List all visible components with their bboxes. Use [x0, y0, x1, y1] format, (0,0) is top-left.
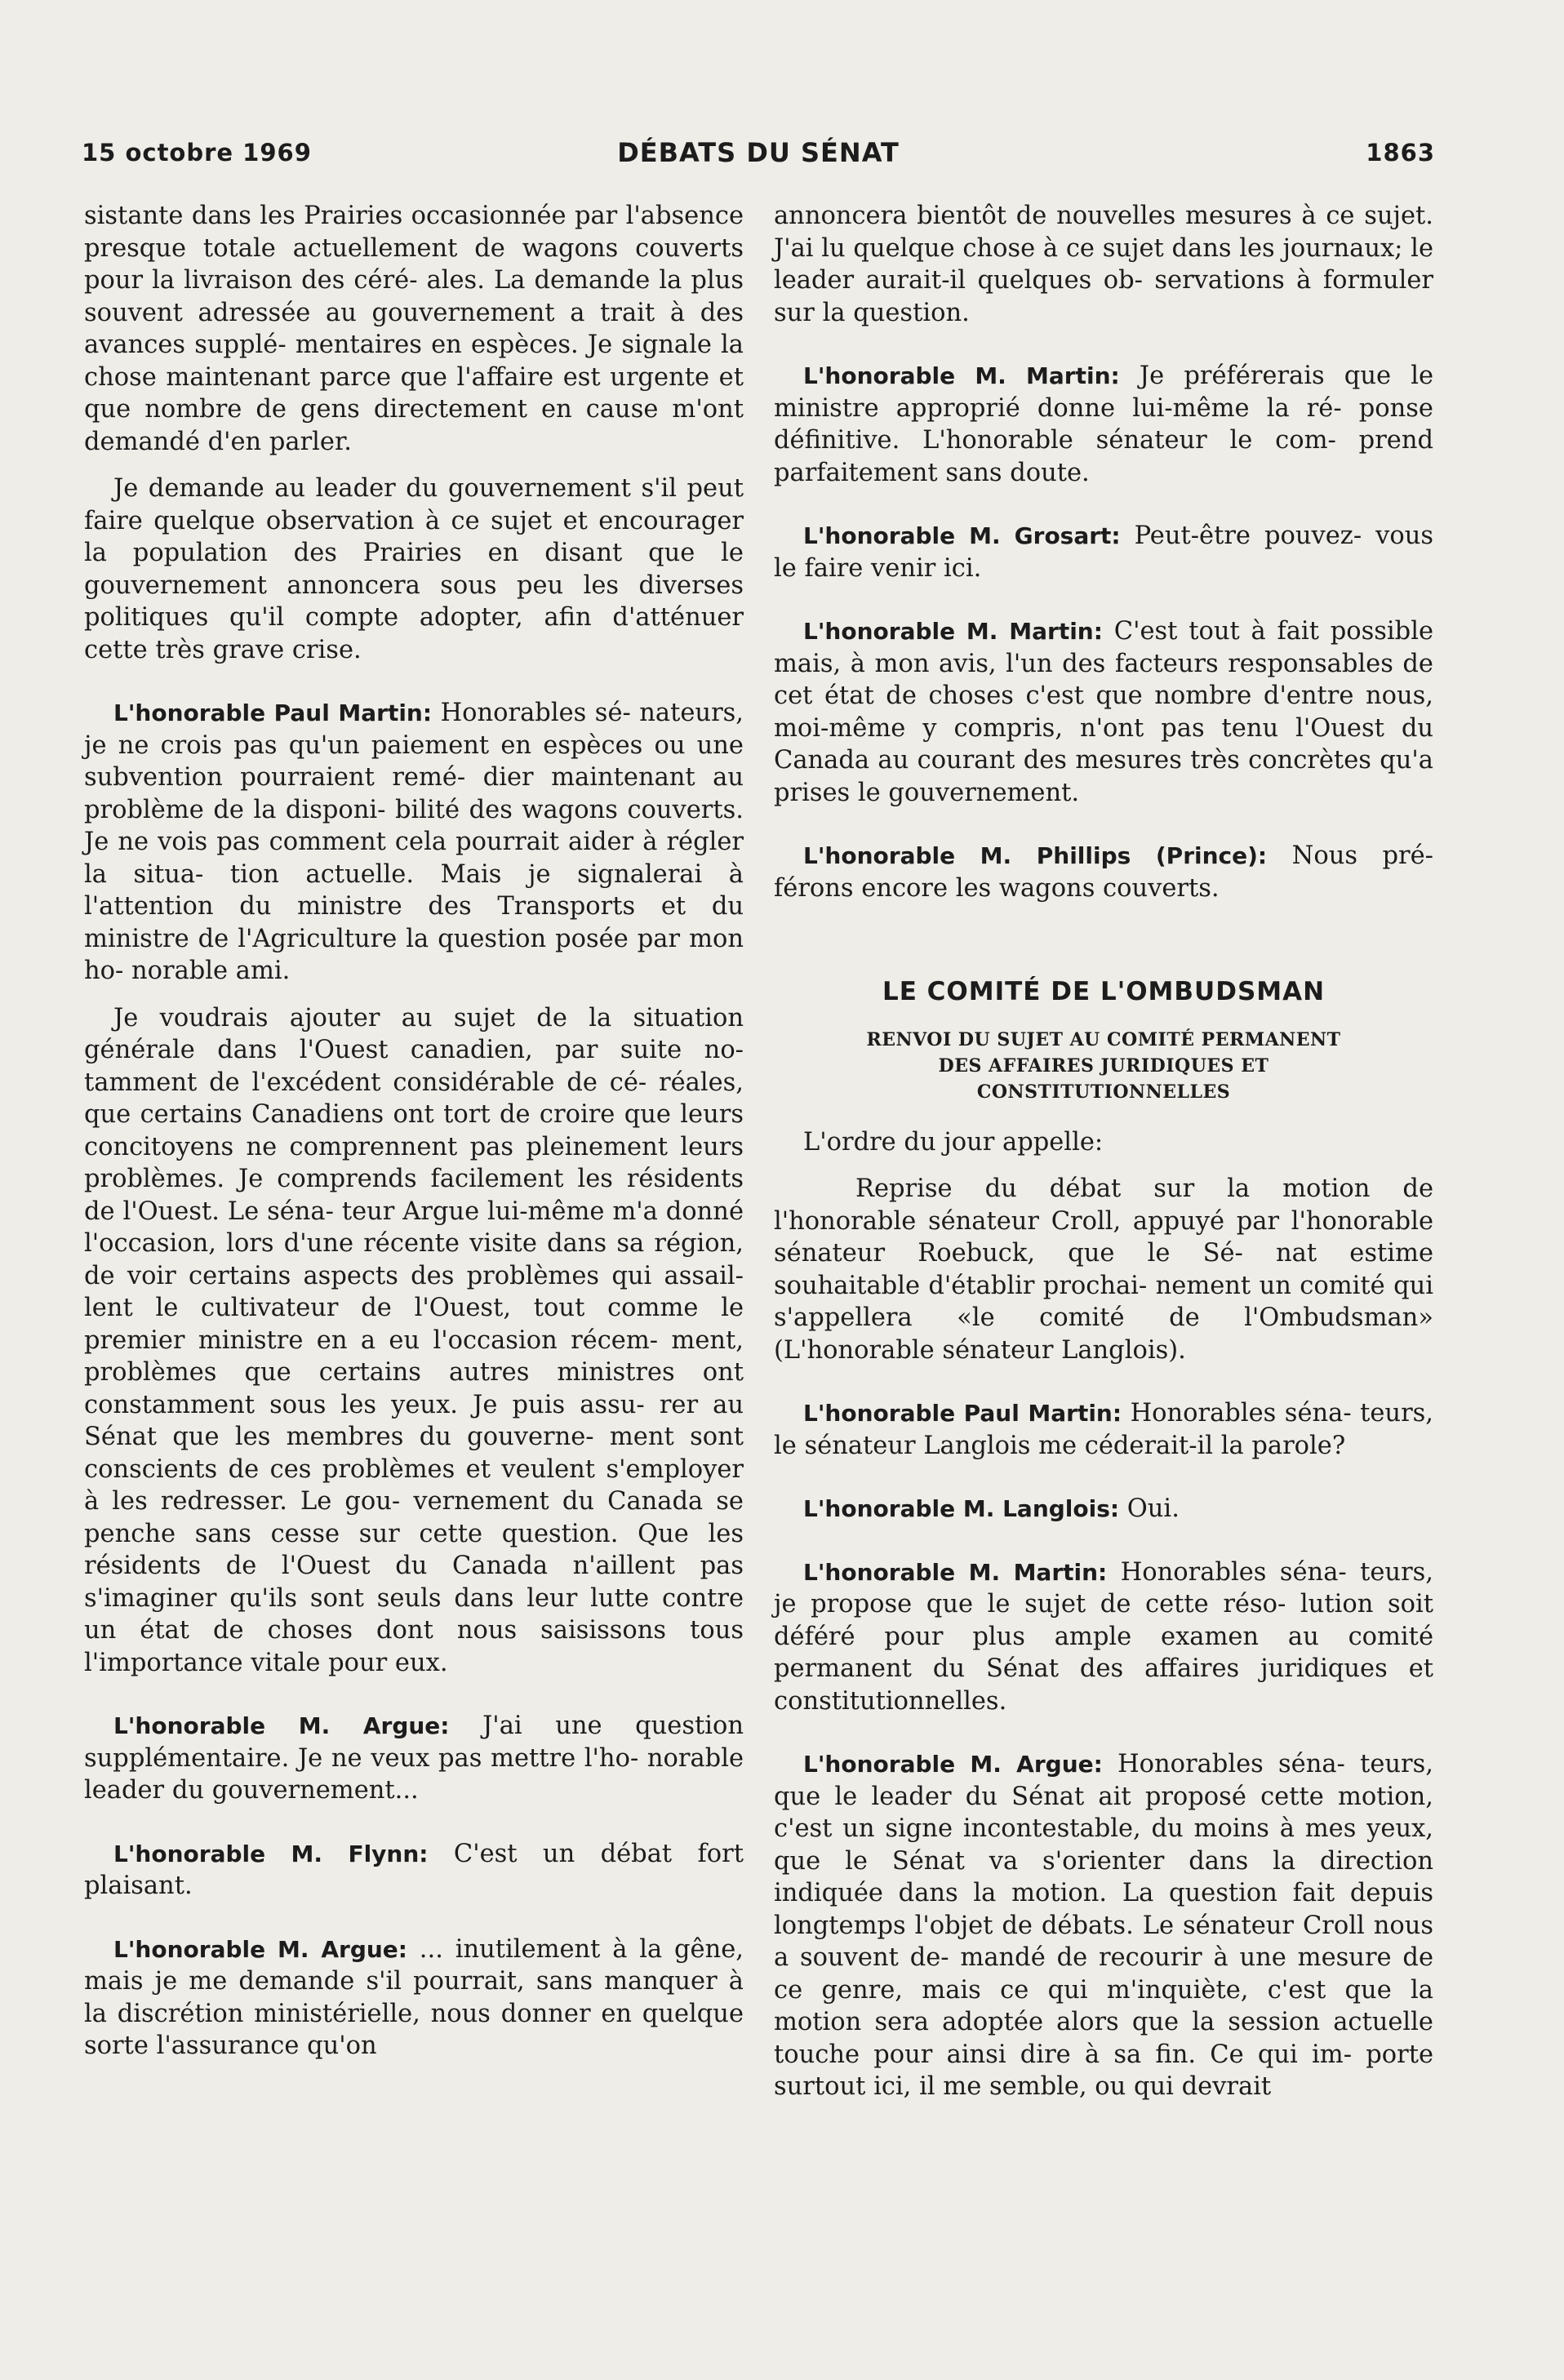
paragraph: Je demande au leader du gouvernement s'il peut faire quelque observation à ce sujet et encourager la population des Prairies en disant que le gouvernement annoncera sous peu les diverses politiques qu'il compte adopter, afin d'atténuer cette très grave crise. [84, 474, 744, 664]
speech-paragraph [774, 840, 1433, 904]
speech-text: J'ai une question supplémentaire. Je ne veux pas mettre l'ho- norable leader du gouvernement... [84, 1712, 744, 1805]
header-date: 15 octobre 1969 [82, 139, 312, 167]
right-column [774, 200, 1433, 2118]
speech-text: Honorables séna- teurs, que le leader du Sénat ait proposé cette motion, c'est un signe incontestable, du moins à mes yeux, que le Sénat va s'orienter dans la direction indiquée dans la motion. La question fait depuis longtemps l'objet de débats. Le sénateur Croll nous a souvent de- mandé de recourir à une mesure de ce genre, mais ce qui m'inquiète, c'est que la motion sera adoptée alors que la session actuelle touche pour ainsi dire à sa fin. Ce qui im- porte surtout ici, il me semble, ou qui devrait [774, 1750, 1433, 2101]
motion-quote: Reprise du débat sur la motion de l'honorable sénateur Croll, appuyé par l'honorable sénateur Roebuck, que le Sé- nat estime souhaitable d'établir prochai- nement un comité qui s'appellera «le comité de l'Ombudsman» (L'honorable sénateur Langlois). [774, 1174, 1433, 1365]
paragraph: sistante dans les Prairies occasionnée par l'absence presque totale actuellement de wagons couverts pour la livraison des céré- ales. La demande la plus souvent adressée au gouvernement a trait à des avances supplé- mentaires en espèces. Je signale la chose maintenant parce que l'affaire est urgente et que nombre de gens directement en cause m'ont demandé d'en parler. [84, 202, 744, 456]
subtitle-line: DES AFFAIRES JURIDIQUES ET [938, 1055, 1269, 1077]
speaker-name: L'honorable M. Martin: [803, 618, 1103, 645]
left-column [84, 200, 744, 2077]
speech-text: ... inutilement à la gêne, mais je me demande s'il pourrait, sans manquer à la discrétion ministérielle, nous donner en quelque sorte l'assurance qu'on [84, 1934, 744, 2060]
speech-paragraph [84, 1710, 744, 1807]
speech-text: Je préférerais que le ministre approprié donne lui-même la ré- ponse définitive. L'honorable sénateur le com- prend parfaitement sans doute. [774, 362, 1433, 487]
speech-text: Nous pré- férons encore les wagons couverts. [774, 841, 1433, 903]
speech-text: Honorables sé- nateurs, je ne crois pas qu'un paiement en espèces ou une subvention pourraient remé- dier maintenant au problème de la disponi- bilité des wagons couverts. Je ne vois pas comment cela pourrait aider à régler la situa- tion actuelle. Mais je signalerai à l'attention du ministre des Transports et du ministre de l'Agriculture la question posée par mon ho- norable ami. [84, 699, 744, 985]
speech-paragraph [84, 1934, 744, 2063]
speech-paragraph [84, 1838, 744, 1903]
speech-paragraph [774, 615, 1433, 809]
speaker-name: L'honorable M. Argue: [113, 1712, 450, 1739]
speech-paragraph [774, 1493, 1433, 1525]
order-of-day: L'ordre du jour appelle: [803, 1127, 1104, 1157]
speaker-name: L'honorable M. Phillips (Prince): [803, 842, 1268, 869]
speaker-name: L'honorable Paul Martin: [113, 699, 433, 726]
speaker-name: L'honorable M. Grosart: [803, 522, 1121, 549]
speech-paragraph [774, 1556, 1433, 1718]
page-header [82, 131, 1435, 171]
speaker-name: L'honorable M. Martin: [803, 362, 1120, 389]
subtitle-line: RENVOI DU SUJET AU COMITÉ PERMANENT [866, 1028, 1341, 1050]
paragraph: annoncera bientôt de nouvelles mesures à ce sujet. J'ai lu quelque chose à ce sujet dans les journaux; le leader aurait-il quelques ob- servations à formuler sur la question. [774, 202, 1433, 327]
header-title: DÉBATS DU SÉNAT [617, 137, 900, 168]
speech-text: Honorables séna- teurs, le sénateur Langlois me céderait-il la parole? [774, 1399, 1433, 1460]
speech-paragraph [774, 1397, 1433, 1462]
speech-text: C'est tout à fait possible mais, à mon avis, l'un des facteurs responsables de cet état de choses c'est que nombre d'entre nous, moi-même y compris, n'ont pas tenu l'Ouest du Canada au courant des mesures très concrètes qu'a prises le gouvernement. [774, 617, 1434, 807]
speaker-name: L'honorable Paul Martin: [803, 1400, 1122, 1427]
speech-paragraph [84, 697, 744, 988]
paragraph: Je voudrais ajouter au sujet de la situation générale dans l'Ouest canadien, par suite no- tamment de l'excédent considérable de cé- réales, que certains Canadiens ont tort de croire que leurs concitoyens ne comprennent pas pleinement leurs problèmes. Je comprends facilement les résidents de l'Ouest. Le séna- teur Argue lui-même m'a donné l'occasion, lors d'une récente visite dans sa région, de voir certains aspects des problèmes qui assail- lent le cultivateur de l'Ouest, tout comme le premier ministre en a eu l'occasion récem- ment, problèmes que certains autres ministres ont constamment sous les yeux. Je puis assu- rer au Sénat que les membres du gouverne- ment sont conscients de ces problèmes et veulent s'employer à les redresser. Le gou- vernement du Canada se penche sans cesse sur cette question. Que les résidents de l'Ouest du Canada n'aillent pas s'imaginer qu'ils sont seuls dans leur lutte contre un état de choses dont nous saisissons tous l'importance vitale pour eux. [84, 1003, 744, 1677]
speech-paragraph [774, 360, 1433, 489]
speaker-name: L'honorable M. Argue: [113, 1935, 407, 1963]
speaker-name: L'honorable M. Langlois: [803, 1495, 1120, 1522]
section-subtitle [774, 1027, 1433, 1105]
speech-text: C'est un débat fort plaisant. [84, 1839, 744, 1900]
speaker-name: L'honorable M. Martin: [803, 1558, 1108, 1586]
speech-paragraph [774, 520, 1433, 584]
header-page-number: 1863 [1366, 139, 1435, 167]
subtitle-line: CONSTITUTIONNELLES [976, 1081, 1231, 1103]
speech-paragraph [774, 1748, 1433, 2103]
speaker-name: L'honorable M. Argue: [803, 1751, 1103, 1778]
speech-text: Peut-être pouvez- vous le faire venir ici. [774, 522, 1433, 583]
speaker-name: L'honorable M. Flynn: [113, 1840, 429, 1867]
speech-text: Honorables séna- teurs, je propose que le sujet de cette réso- lution soit déféré pour plus ample examen au comité permanent du Sénat des affaires juridiques et constitutionnelles. [774, 1557, 1434, 1716]
speech-text: Oui. [1119, 1494, 1180, 1523]
section-title: LE COMITÉ DE L'OMBUDSMAN [882, 977, 1326, 1006]
